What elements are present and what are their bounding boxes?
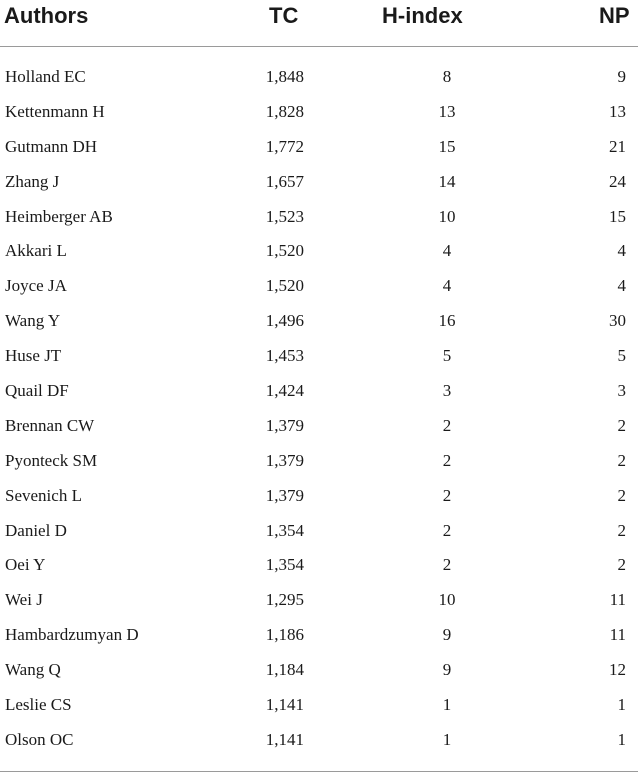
h-index-cell: 4 [442, 276, 452, 296]
table-row [0, 130, 638, 165]
table-body [0, 60, 638, 758]
h-index-cell: 15 [438, 136, 456, 156]
h-index-cell: 16 [438, 311, 456, 331]
author-cell: Daniel D [5, 520, 67, 540]
np-cell: 11 [609, 590, 626, 610]
np-cell: 2 [617, 415, 626, 435]
h-index-cell: 2 [442, 520, 452, 540]
table-row [0, 444, 638, 479]
h-index-cell: 3 [442, 381, 452, 401]
np-cell: 30 [609, 311, 626, 331]
header-h-index: H-index [382, 3, 463, 28]
np-cell: 11 [609, 625, 626, 645]
h-index-cell: 2 [442, 555, 452, 575]
np-cell: 1 [617, 729, 626, 749]
table-row [0, 688, 638, 723]
h-index-cell: 2 [442, 485, 452, 505]
table-row [0, 479, 638, 514]
tc-cell: 1,848 [265, 67, 304, 86]
np-cell: 2 [617, 555, 626, 575]
np-cell: 3 [617, 381, 626, 401]
tc-cell: 1,379 [265, 450, 304, 470]
author-cell: Olson OC [5, 729, 74, 749]
author-cell: Oei Y [5, 555, 46, 575]
author-cell: Hambardzumyan D [5, 625, 139, 645]
h-index-cell: 4 [442, 241, 452, 261]
table-row [0, 304, 638, 339]
table-row [0, 618, 638, 653]
table-row [0, 269, 638, 304]
author-cell: Wei J [5, 590, 43, 610]
tc-cell: 1,520 [265, 276, 304, 296]
tc-cell: 1,453 [265, 346, 304, 366]
h-index-cell: 2 [442, 415, 452, 435]
h-index-cell: 9 [442, 625, 452, 645]
table-row [0, 374, 638, 409]
table-row [0, 95, 638, 130]
author-cell: Sevenich L [5, 485, 82, 505]
table-row [0, 409, 638, 444]
tc-cell: 1,295 [265, 590, 304, 610]
np-cell: 1 [617, 695, 626, 715]
table-row [0, 200, 638, 235]
h-index-cell: 8 [442, 67, 452, 86]
table-row [0, 60, 638, 95]
author-cell: Leslie CS [5, 695, 72, 715]
h-index-cell: 10 [438, 590, 456, 610]
np-cell: 12 [609, 660, 626, 680]
table-bottom-divider [0, 771, 638, 772]
np-cell: 4 [617, 241, 626, 261]
tc-cell: 1,354 [265, 520, 304, 540]
author-cell: Huse JT [5, 346, 62, 366]
tc-cell: 1,354 [265, 555, 304, 575]
author-cell: Wang Q [5, 660, 61, 680]
author-cell: Kettenmann H [5, 101, 105, 121]
h-index-cell: 13 [438, 101, 456, 121]
header-authors: Authors [4, 3, 89, 28]
table-row [0, 723, 638, 758]
tc-cell: 1,379 [265, 415, 304, 435]
table-row [0, 165, 638, 200]
tc-cell: 1,496 [265, 311, 304, 331]
tc-cell: 1,141 [265, 729, 304, 749]
np-cell: 4 [617, 276, 626, 296]
np-cell: 24 [609, 171, 626, 191]
author-cell: Zhang J [5, 171, 60, 191]
h-index-cell: 1 [442, 729, 452, 749]
h-index-cell: 9 [442, 660, 452, 680]
author-cell: Joyce JA [5, 276, 67, 296]
author-cell: Wang Y [5, 311, 61, 331]
tc-cell: 1,424 [265, 381, 304, 401]
table-row [0, 339, 638, 374]
author-cell: Gutmann DH [5, 136, 98, 156]
table-row [0, 583, 638, 618]
tc-cell: 1,828 [265, 101, 304, 121]
tc-cell: 1,523 [265, 206, 304, 226]
np-cell: 2 [617, 450, 626, 470]
tc-cell: 1,184 [265, 660, 304, 680]
tc-cell: 1,520 [265, 241, 304, 261]
tc-cell: 1,657 [265, 171, 304, 191]
h-index-cell: 10 [438, 206, 456, 226]
h-index-cell: 1 [442, 695, 452, 715]
author-cell: Holland EC [5, 67, 86, 86]
table-row [0, 234, 638, 269]
author-cell: Quail DF [5, 381, 69, 401]
header-np: NP [599, 3, 630, 28]
author-cell: Brennan CW [5, 415, 95, 435]
h-index-cell: 5 [442, 346, 452, 366]
np-cell: 5 [617, 346, 626, 366]
h-index-cell: 14 [438, 171, 456, 191]
author-cell: Heimberger AB [5, 206, 113, 226]
np-cell: 15 [609, 206, 626, 226]
tc-cell: 1,379 [265, 485, 304, 505]
table-row [0, 548, 638, 583]
header-divider [0, 46, 638, 47]
np-cell: 2 [617, 485, 626, 505]
table-row [0, 514, 638, 549]
author-cell: Pyonteck SM [5, 450, 98, 470]
np-cell: 2 [617, 520, 626, 540]
tc-cell: 1,772 [265, 136, 304, 156]
np-cell: 13 [609, 101, 626, 121]
tc-cell: 1,141 [265, 695, 304, 715]
np-cell: 9 [617, 67, 626, 86]
author-cell: Akkari L [5, 241, 67, 261]
table-header-row [0, 0, 638, 46]
h-index-cell: 2 [442, 450, 452, 470]
tc-cell: 1,186 [265, 625, 304, 645]
table-row [0, 653, 638, 688]
header-tc: TC [269, 3, 299, 28]
np-cell: 21 [609, 136, 626, 156]
